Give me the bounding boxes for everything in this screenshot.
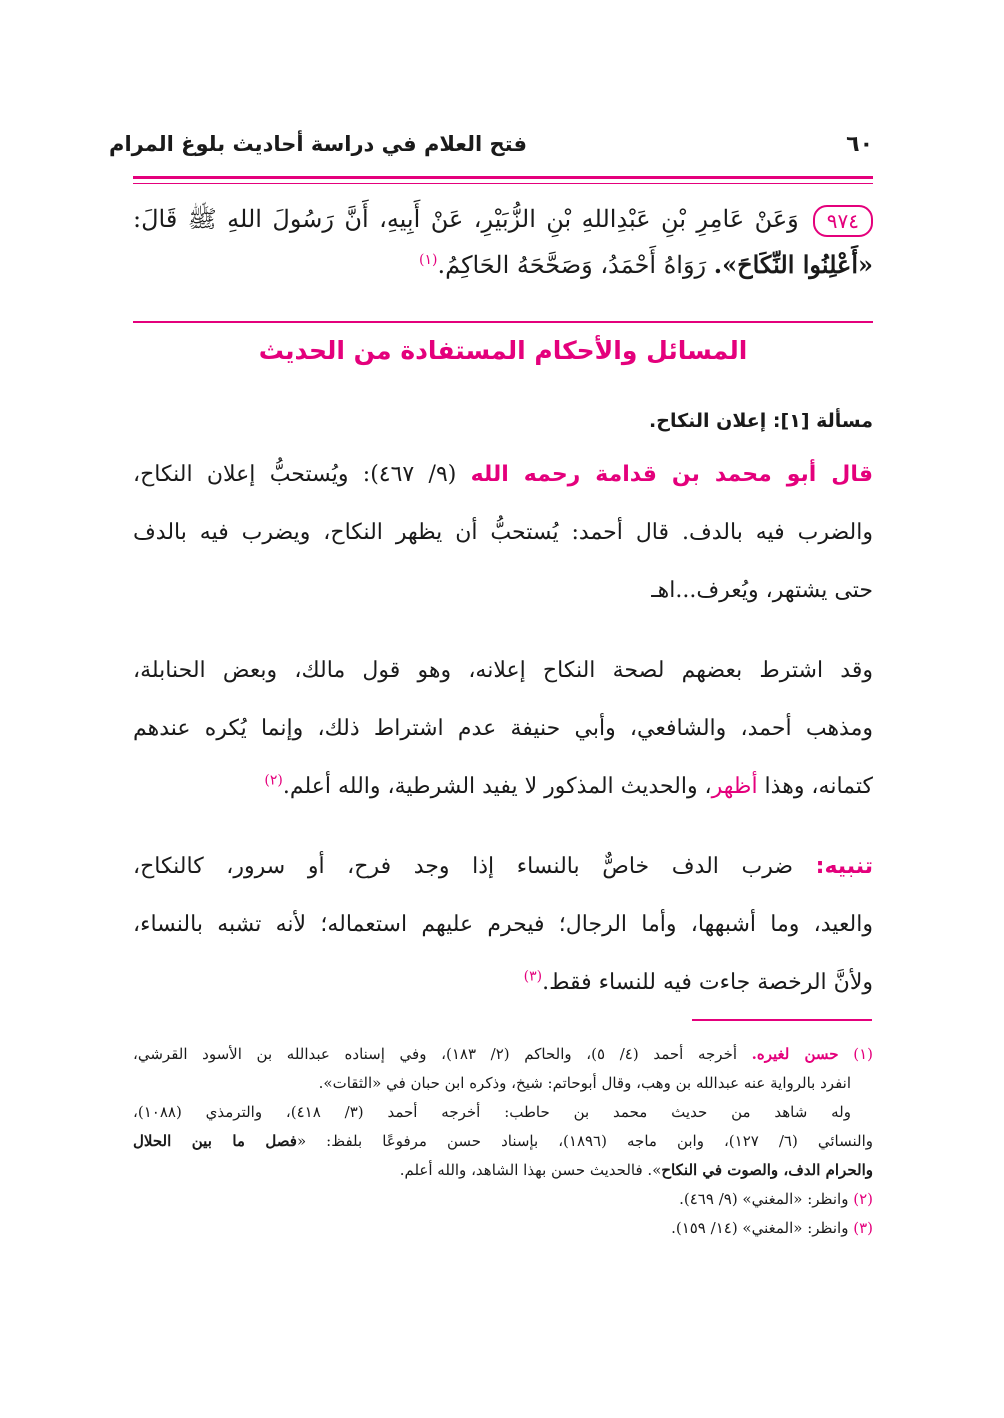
footnote-ref-1: (١) [419,252,438,268]
hadith-number-badge: ٩٧٤ [813,205,873,237]
book-title: فتح العلام في دراسة أحاديث بلوغ المرام [109,132,527,156]
fn1-line-2: انفرد بالرواية عنه عبدالله بن وهب، وقال أبوحاتم: شيخ، وذكره ابن حبان في «الثقات». [318,1074,851,1092]
fn3-line [133,1214,873,1243]
page-number: ٦٠ [846,132,873,157]
fn1-line-5-b: والحرام الدف، والصوت في النكاح [661,1161,873,1179]
paragraph-2 [133,642,873,816]
running-header [109,128,873,168]
fn1-line-5-a: ». فالحديث حسن بهذا الشاهد، والله أعلم. [399,1161,662,1179]
p2-line-3 [133,758,873,816]
fn1-line-4 [133,1127,873,1156]
p1-line-2: والضرب فيه بالدف. قال أحمد: يُستحبُّ أن يظهر النكاح، ويضرب فيه بالدف [133,520,873,545]
p2-line-3-a: كتمانه، وهذا [757,774,873,799]
footnotes [133,1040,873,1243]
fn1-line-1-rest: أخرجه أحمد (٤/ ٥)، والحاكم (٢/ ١٨٣)، وفي إسناده عبدالله بن الأسود القرشي، [133,1045,752,1063]
hadith-matn: «أَعْلِنُوا النِّكَاحَ». [713,250,873,279]
p2-line-1: وقد اشترط بعضهم لصحة النكاح إعلانه، وهو قول مالك، وبعض الحنابلة، [133,658,873,683]
paragraph-1 [133,446,873,620]
p2-line-2: ومذهب أحمد، والشافعي، وأبي حنيفة عدم اشتراط ذلك، وإنما يُكره عندهم [133,716,873,741]
masala-heading [133,396,873,446]
p3-line-3-text: ولأنَّ الرخصة جاءت فيه للنساء فقط. [542,970,873,995]
section-rule [133,321,873,323]
paragraph-3 [133,838,873,1012]
fn1-line-5 [133,1156,873,1185]
footnote-ref-2: (٢) [264,772,283,789]
hadith-text-2: رَوَاهُ أَحْمَدُ، وَصَحَّحَهُ الحَاكِمُ. [437,251,714,279]
header-rule-thick [133,176,873,179]
fn3-text: وانظر: «المغني» (١٤/ ١٥٩). [671,1219,854,1237]
p2-highlight: أظهر [711,774,758,799]
footnote-separator [692,1019,872,1021]
hadith-line-2 [133,242,873,288]
body-text [133,396,873,1012]
p1-line-1 [133,446,873,504]
p3-line-3 [133,954,873,1012]
hadith-line-1 [133,196,873,242]
p1-line-1-rest: (٩/ ٤٦٧): ويُستحبُّ إعلان النكاح، [133,462,471,487]
fn1-grade: حسن لغيره. [751,1045,839,1063]
fn1-line-3: وله شاهد من حديث محمد بن حاطب: أخرجه أحمد (٣/ ٤١٨)، والترمذي (١٠٨٨)، [133,1103,851,1121]
fn2-text: وانظر: «المغني» (٩/ ٤٦٩). [679,1190,854,1208]
p1-line-3: حتى يشتهر، ويُعرف...اهـ [651,578,873,603]
p2-line-3-b: ، والحديث المذكور لا يفيد الشرطية، والله أعلم. [282,774,712,799]
fn1-line-4-a: والنسائي (٦/ ١٢٧)، وابن ماجه (١٨٩٦)، بإسناد حسن مرفوعًا بلفظ: « [296,1132,873,1150]
hadith-text-1: وَعَنْ عَامِرِ بْنِ عَبْدِاللهِ بْنِ الزُّبَيْرِ، عَنْ أَبِيهِ، أَنَّ رَسُولَ اللهِ ﷺ قَالَ: [133,205,799,233]
fn1-line-4-b: فصل ما بين الحلال [133,1132,297,1150]
fn1-line-1 [133,1040,873,1069]
masala-label: مسألة [١]: [772,410,873,432]
fn2-number: (٢) [853,1190,873,1208]
header-rule-thin [133,183,873,184]
masala-title: إعلان النكاح. [649,410,767,432]
p1-author: قال أبو محمد بن قدامة رحمه الله [470,462,874,487]
section-title: المسائل والأحكام المستفادة من الحديث [258,336,748,365]
p3-line-1 [133,838,873,896]
hadith-block [133,196,873,288]
fn2-line [133,1185,873,1214]
p3-line-1-rest: ضرب الدف خاصٌّ بالنساء إذا وجد فرح، أو سرور، كالنكاح، [133,854,816,879]
footnote-ref-3: (٣) [523,968,543,985]
p3-note-label: تنبيه: [815,854,873,879]
fn1-number: (١) [853,1045,873,1063]
p3-line-2: والعيد، وما أشبهها، وأما الرجال؛ فيحرم عليهم استعماله؛ لأنه تشبه بالنساء، [133,912,873,937]
fn3-number: (٣) [853,1219,873,1237]
